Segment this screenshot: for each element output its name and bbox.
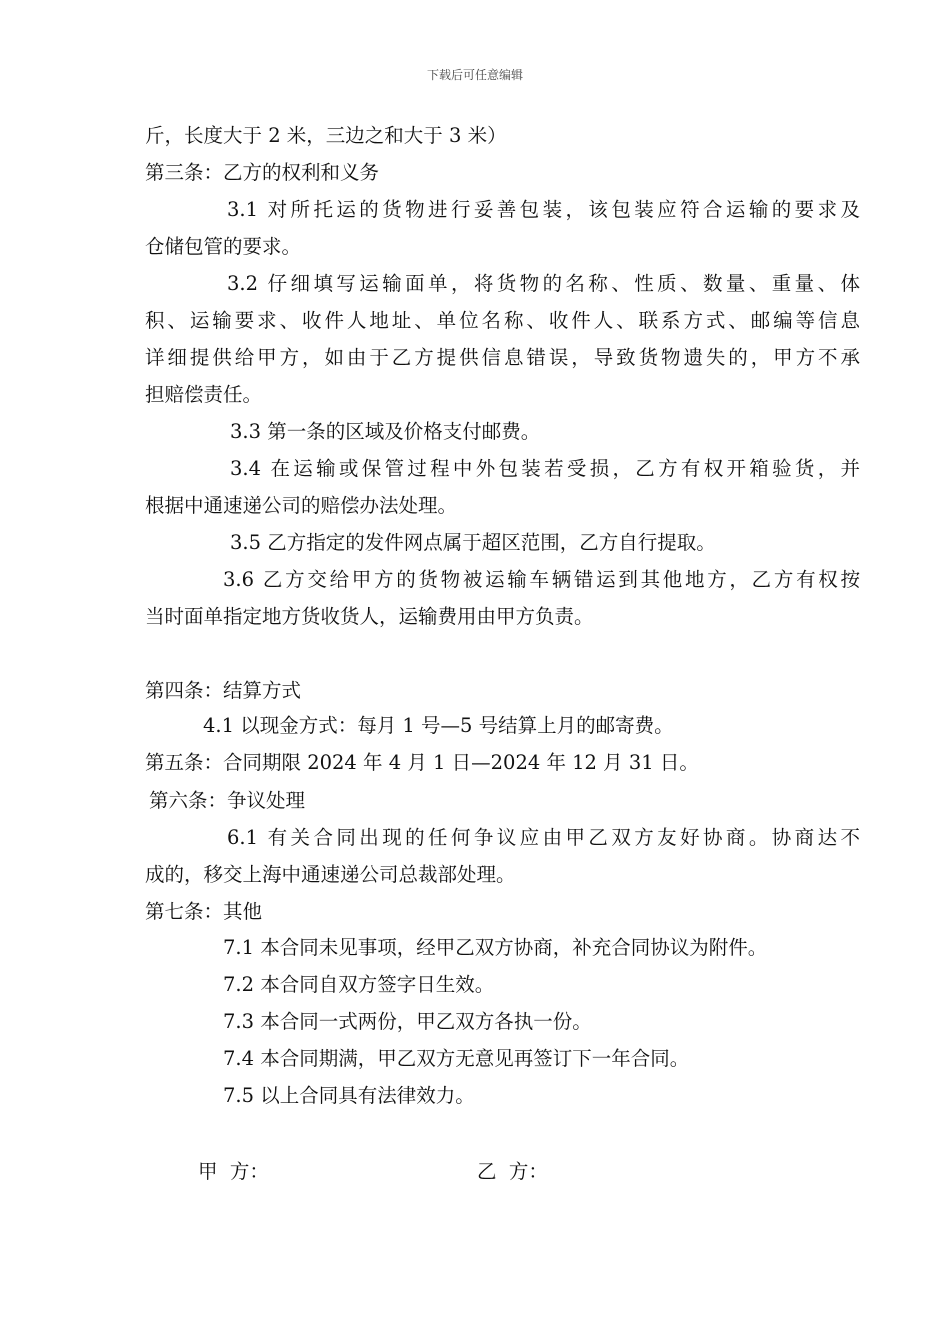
section-heading-5: 第五条：合同期限 2024 年 4 月 1 日—2024 年 12 月 31 日。 [145,751,699,774]
text-line: 担赔偿责任。 [145,383,263,406]
section-heading-3: 第三条：乙方的权利和义务 [145,161,380,184]
clause-3-5: 3.5 乙方指定的发件网点属于超区范围，乙方自行提取。 [230,531,716,554]
clause-3-6: 3.6 乙方交给甲方的货物被运输车辆错运到其他地方，乙方有权按 [223,568,860,591]
clause-3-1: 3.1 对所托运的货物进行妥善包装，该包装应符合运输的要求及 [227,198,860,221]
clause-3-3: 3.3 第一条的区域及价格支付邮费。 [230,420,541,443]
clause-6-1: 6.1 有关合同出现的任何争议应由甲乙双方友好协商。协商达不 [227,826,860,849]
section-heading-7: 第七条：其他 [145,900,263,923]
clause-7-4: 7.4 本合同期满，甲乙双方无意见再签订下一年合同。 [223,1047,690,1070]
section-heading-6: 第六条：争议处理 [149,789,306,812]
clause-7-5: 7.5 以上合同具有法律效力。 [223,1084,475,1107]
text-line: 成的，移交上海中通速递公司总裁部处理。 [145,863,516,886]
clause-7-3: 7.3 本合同一式两份，甲乙双方各执一份。 [223,1010,592,1033]
clause-3-4: 3.4 在运输或保管过程中外包装若受损，乙方有权开箱验货，并 [230,457,860,480]
text-line: 根据中通速递公司的赔偿办法处理。 [145,494,458,517]
clause-3-2: 3.2 仔细填写运输面单，将货物的名称、性质、数量、重量、体 [227,272,860,295]
section-heading-4: 第四条：结算方式 [145,679,302,702]
clause-4-1: 4.1 以现金方式：每月 1 号—5 号结算上月的邮寄费。 [203,714,674,737]
text-line: 积、运输要求、收件人地址、单位名称、收件人、联系方式、邮编等信息 [145,309,860,332]
text-line: 详细提供给甲方，如由于乙方提供信息错误，导致货物遗失的，甲方不承 [145,346,860,369]
party-a-signature-label: 甲 方： [198,1160,269,1183]
clause-7-1: 7.1 本合同未见事项，经甲乙双方协商，补充合同协议为附件。 [223,936,768,959]
text-line: 仓储包管的要求。 [145,235,302,258]
party-b-signature-label: 乙 方： [477,1160,548,1183]
page-header: 下载后可任意编辑 [426,68,523,82]
text-line: 斤，长度大于 2 米，三边之和大于 3 米） [145,124,507,147]
clause-7-2: 7.2 本合同自双方签字日生效。 [223,973,495,996]
text-line: 当时面单指定地方货收货人，运输费用由甲方负责。 [145,605,594,628]
